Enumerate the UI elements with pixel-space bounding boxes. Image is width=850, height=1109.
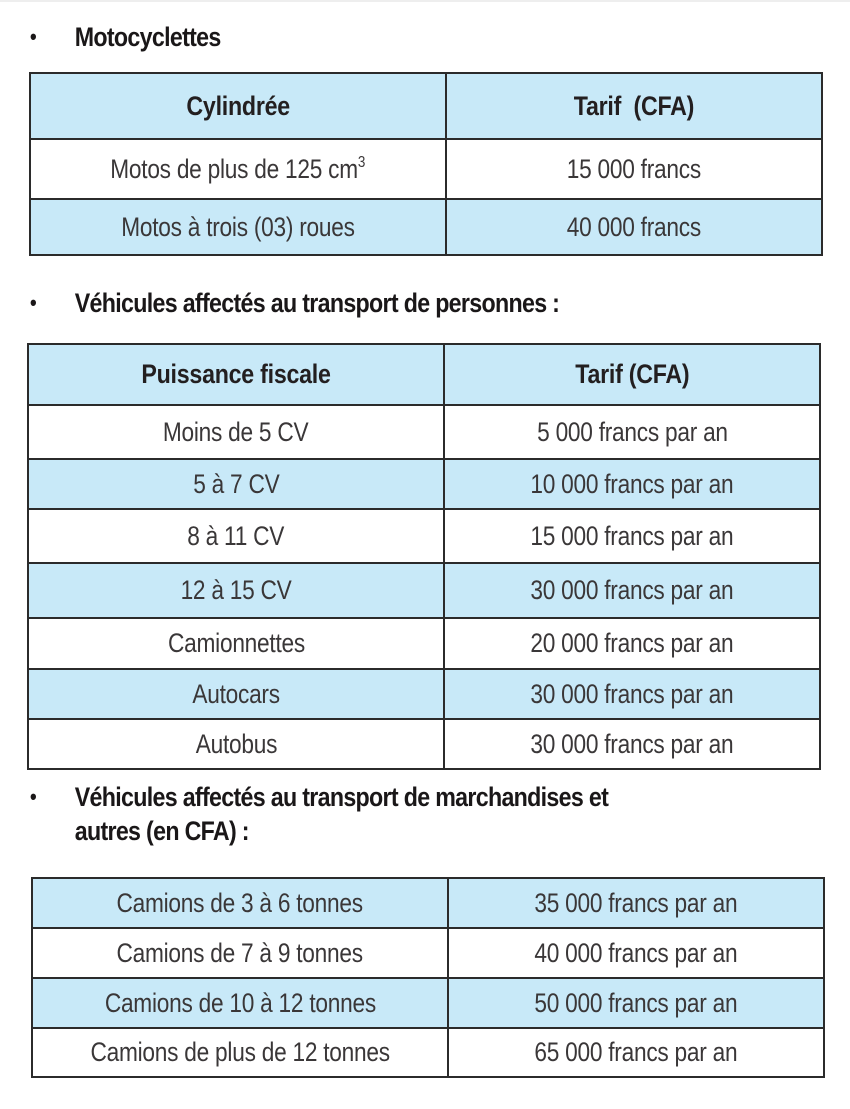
section-heading-motocyclettes [30,20,221,54]
table-row [30,199,822,255]
table-header-row [28,344,820,405]
bullet-icon: • [30,784,36,809]
cell-categorie: Camions de 7 à 9 tonnes [32,928,448,978]
cell-tarif: 30 000 francs par an [444,719,820,769]
cell-cylindree: Motos de plus de 125 $cm^3$ [30,139,446,199]
cell-puissance: 12 à 15 CV [28,563,444,618]
table-personnes [27,343,821,770]
cell-tarif: 15 000 francs [446,139,822,199]
table-row [28,719,820,769]
section-title: Véhicules affectés au transport de personnes : [74,288,560,318]
bullet-icon: • [30,24,36,49]
cell-tarif: 50 000 francs par an [448,978,824,1028]
section-title-line-1: Véhicules affectés au transport de marchandises et [74,782,609,812]
cell-puissance: Autobus [28,719,444,769]
table-header-row [30,73,822,139]
column-header: Tarif (CFA) [444,344,820,405]
cell-tarif: 40 000 francs par an [448,928,824,978]
table-motocyclettes [29,72,823,256]
cell-categorie: Camions de plus de 12 tonnes [32,1028,448,1077]
cell-tarif: 15 000 francs par an [444,509,820,563]
cell-puissance: 5 à 7 CV [28,459,444,509]
cell-tarif: 35 000 francs par an [448,878,824,928]
section-title: Motocyclettes [74,22,221,52]
table-row [28,669,820,719]
section-title-line-2: autres (en CFA) : [74,816,249,846]
cell-tarif: 30 000 francs par an [444,563,820,618]
cell-cylindree: Motos à trois (03) roues [30,199,446,255]
cell-tarif: 65 000 francs par an [448,1028,824,1077]
table-marchandises [31,877,825,1078]
table-row [32,978,824,1028]
cell-categorie: Camions de 3 à 6 tonnes [32,878,448,928]
section-heading-marchandises [30,780,608,848]
table-row [30,139,822,199]
table-row [28,459,820,509]
table-row [28,618,820,669]
cell-puissance: Moins de 5 CV [28,405,444,459]
cell-tarif: 40 000 francs [446,199,822,255]
cell-categorie: Camions de 10 à 12 tonnes [32,978,448,1028]
column-header: Cylindrée [30,73,446,139]
column-header: Tarif (CFA) [446,73,822,139]
cell-puissance: Camionnettes [28,618,444,669]
table-row [28,563,820,618]
table-row [32,878,824,928]
cell-tarif: 5 000 francs par an [444,405,820,459]
bullet-icon: • [30,290,36,315]
table-row [28,405,820,459]
table-row [28,509,820,563]
section-heading-personnes [30,286,559,320]
cell-tarif: 10 000 francs par an [444,459,820,509]
column-header: Puissance fiscale [28,344,444,405]
cell-puissance: 8 à 11 CV [28,509,444,563]
table-row [32,928,824,978]
cell-puissance: Autocars [28,669,444,719]
table-row [32,1028,824,1077]
cell-tarif: 30 000 francs par an [444,669,820,719]
cell-tarif: 20 000 francs par an [444,618,820,669]
top-divider [0,0,850,2]
